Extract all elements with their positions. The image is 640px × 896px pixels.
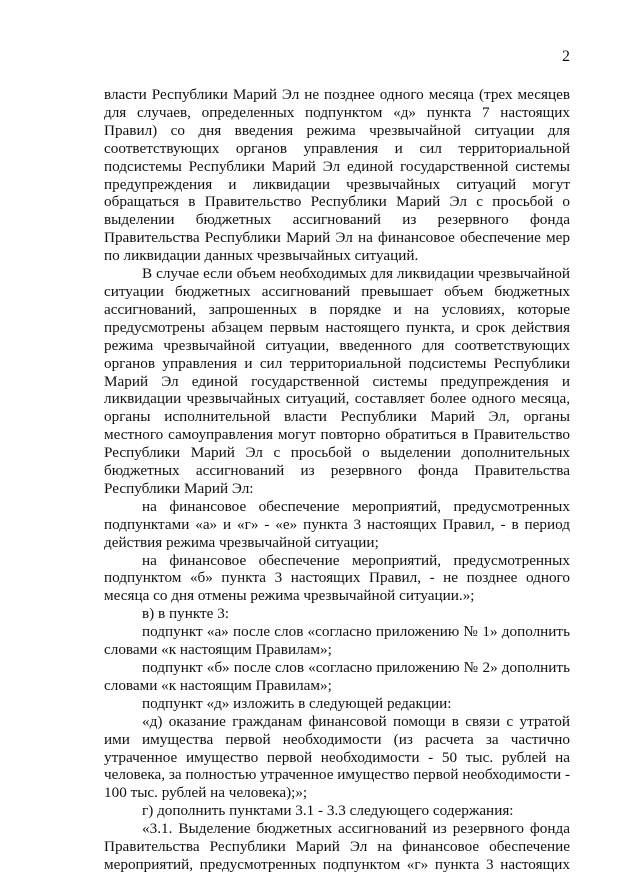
page-number: 2 [562, 48, 570, 65]
paragraph: «д) оказание гражданам финансовой помощи в связи с утратой ими имущества первой необходимости (из расчета за частично утраченное имущество первой необходимости - 50 тыс. рублей на человека, за полностью утраченное имущество первой необходимости - 100 тыс. рублей на человека);»; [104, 712, 570, 802]
paragraph: в) в пункте 3: [142, 605, 230, 623]
paragraph: власти Республики Марий Эл не позднее одного месяца (трех месяцев для случаев, определенных подпунктом «д» пункта 7 настоящих Правил) со дня введения режима чрезвычайной ситуации для соответствующих органов управления и сил территориальной подсистемы Республики Марий Эл единой государственной системы предупреждения и ликвидации чрезвычайных ситуаций могут обращаться в Правительство Республики Марий Эл с просьбой о выделении бюджетных ассигнований из резервного фонда Правительства Республики Марий Эл на финансовое обеспечение мер по ликвидации данных чрезвычайных ситуаций. [104, 86, 570, 265]
paragraph: г) дополнить пунктами 3.1 - 3.3 следующего содержания: [142, 802, 514, 820]
paragraph: на финансовое обеспечение мероприятий, предусмотренных подпунктами «а» и «г» - «е» пункта 3 настоящих Правил, - в период действия режима чрезвычайной ситуации; [104, 497, 570, 551]
paragraph: подпункт «б» после слов «согласно приложению № 2» дополнить словами «к настоящим Правилам»; [104, 659, 570, 694]
paragraph: В случае если объем необходимых для ликвидации чрезвычайной ситуации бюджетных ассигнований превышает объем бюджетных ассигнований, запрошенных в порядке и на условиях, которые предусмотрены абзацем первым настоящего пункта, и срок действия режима чрезвычайной ситуации, введенного для соответствующих органов управления и сил территориальной подсистемы Республики Марий Эл единой государственной системы предупреждения и ликвидации чрезвычайных ситуаций, составляет более одного месяца, органы исполнительной власти Республики Марий Эл, органы местного самоуправления могут повторно обратиться в Правительство Республики Марий Эл с просьбой о выделении дополнительных бюджетных ассигнований из резервного фонда Правительства Республики Марий Эл: [104, 265, 570, 497]
paragraph: «3.1. Выделение бюджетных ассигнований из резервного фонда Правительства Республики Марий Эл на финансовое обеспечение мероприятий, предусмотренных подпунктом «г» пункта 3 настоящих [104, 820, 570, 873]
paragraph: подпункт «а» после слов «согласно приложению № 1» дополнить словами «к настоящим Правилам»; [104, 623, 570, 659]
paragraph: на финансовое обеспечение мероприятий, предусмотренных подпунктом «б» пункта 3 настоящих Правил, - не позднее одного месяца со дня отмены режима чрезвычайной ситуации.»; [104, 551, 570, 605]
paragraph: подпункт «д» изложить в следующей редакции: [142, 694, 452, 712]
document-body [104, 86, 570, 874]
